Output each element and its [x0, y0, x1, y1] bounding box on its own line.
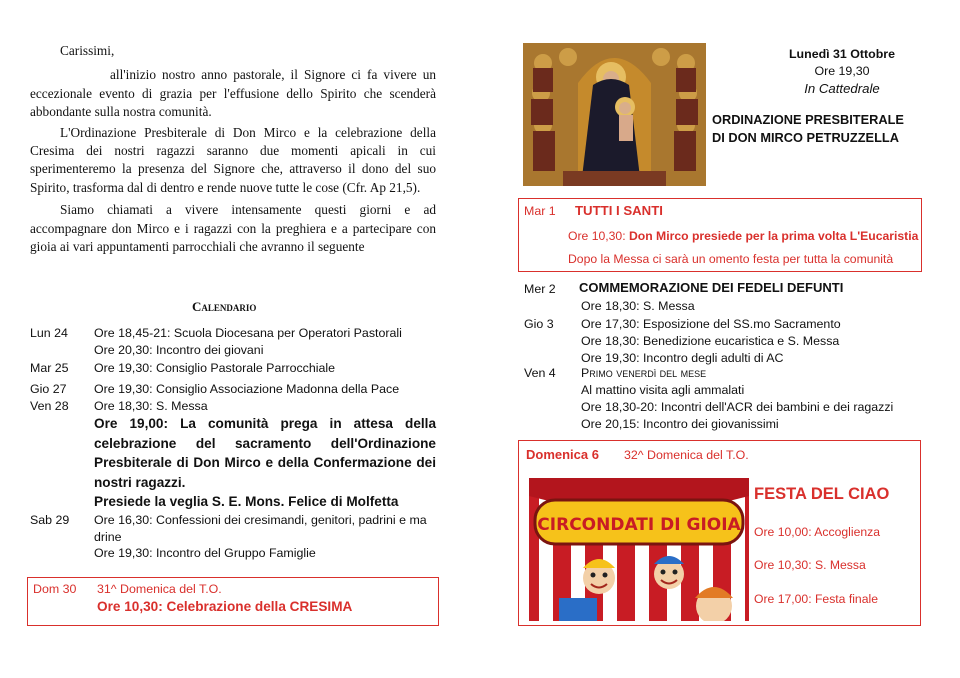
event-line: Ore 18,45-21: Scuola Diocesana per Operatori Pastorali [94, 326, 402, 340]
maesta-painting [523, 43, 706, 186]
event-line: Ore 18,30: Benedizione eucaristica e S. Messa [581, 334, 840, 348]
festa-event-1: Ore 10,00: Accoglienza [754, 525, 881, 539]
ordination-title-2: DI DON MIRCO PETRUZZELLA [712, 130, 899, 145]
veglia-announcement: Ore 19,00: La comunità prega in attesa della celebrazione del sacramento dell'Ordinazione Presbiterale di Don Mirco e della Confermazione dei nostri ragazzi. [94, 416, 436, 490]
dom6-box [518, 440, 921, 626]
event-line: Ore 19,30: Incontro del Gruppo Famiglie [94, 546, 316, 560]
tutti-santi-title: TUTTI I SANTI [575, 203, 663, 218]
day-label: Gio 3 [524, 317, 554, 331]
calendar-row-sab29 [30, 512, 440, 562]
day-label: Sab 29 [30, 513, 70, 527]
ordination-info [712, 46, 932, 147]
calendar-row-gio3 [524, 316, 924, 366]
event-line: Ore 19,30: Consiglio Pastorale Parrocchiale [94, 361, 336, 375]
cresima-event: Ore 10,30: Celebrazione della CRESIMA [97, 599, 353, 614]
intro-paragraph-3: Siamo chiamati a vivere intensamente questi giorni e ad accompagnare don Mirco e i ragazzi con la preghiera e a partecipare con gioia ai vari appuntamenti parrocchiali che avranno il seguente [30, 202, 436, 255]
event-line: Ore 19,30: Incontro degli adulti di AC [581, 351, 784, 365]
day-label: Ven 4 [524, 366, 556, 380]
festa-ciao-title: FESTA DEL CIAO [754, 485, 890, 503]
calendar-row-ven28 [30, 398, 440, 415]
ordination-date: Lunedì 31 Ottobre [788, 47, 896, 61]
day-label: Dom 30 [33, 582, 77, 596]
day-label: Mar 25 [30, 361, 69, 375]
event-time: Ore 10,30: [568, 229, 626, 243]
day-label: Mer 2 [524, 282, 556, 296]
intro-paragraph-2: L'Ordinazione Presbiterale di Don Mirco e la celebrazione della Cresima dei nostri ragazzi saranno due momenti apicali in cui sperimenteremo la presenza del Signore che, attraverso il dono del suo Spirito, trasforma dal di dentro e rende nuove tutte le cose (Cfr. Ap 21,5). [30, 124, 436, 195]
festa-event-3: Ore 17,00: Festa finale [754, 592, 878, 606]
event-line: Ore 20,30: Incontro dei giovani [94, 343, 264, 357]
event-line: Al mattino visita agli ammalati [581, 383, 745, 397]
defunti-title: COMMEMORAZIONE DEI FEDELI DEFUNTI [579, 280, 844, 295]
event-line: Ore 18,30-20: Incontri dell'ACR dei bambini e dei ragazzi [581, 400, 894, 414]
day-label: Domenica 6 [526, 447, 599, 462]
mar1-line-1 [568, 229, 918, 243]
veglia-presider: Presiede la veglia S. E. Mons. Felice di Molfetta [94, 494, 399, 509]
calendar-heading: Calendario [192, 299, 257, 314]
festa-ciao-logo [529, 478, 749, 621]
event-line: Ore 16,30: Confessioni dei cresimandi, genitori, padrini e ma drine [94, 513, 427, 544]
primo-venerdi-title: Primo venerdì del mese [581, 366, 707, 380]
day-label: Gio 27 [30, 382, 67, 396]
calendar-row-lun24 [30, 325, 440, 359]
day-label: Lun 24 [30, 326, 68, 340]
day-label: Mar 1 [524, 204, 556, 218]
calendar-row-ven4 [524, 365, 924, 433]
festa-event-2: Ore 10,30: S. Messa [754, 558, 866, 572]
sunday-title: 31^ Domenica del T.O. [97, 582, 222, 596]
sunday-title: 32^ Domenica del T.O. [624, 448, 749, 462]
event-line: Ore 19,30: Consiglio Associazione Madonna della Pace [94, 382, 400, 396]
event-text: Don Mirco presiede per la prima volta L'Eucaristia [628, 229, 919, 243]
intro-paragraph-1: all'inizio nostro anno pastorale, il Signore ci fa vivere un eccezionale evento di grazia per l'effusione dello Spirito che scenderà abbondante sulla nostra comunità. [30, 67, 436, 120]
ordination-time: Ore 19,30 [814, 64, 870, 78]
logo-lettering: CIRCONDATI DI GIOIA [537, 515, 741, 535]
dom30-box [27, 577, 439, 626]
mar1-box [518, 198, 922, 272]
intro-letter [30, 42, 436, 256]
event-line: Ore 18,30: S. Messa [581, 299, 695, 313]
calendar-row-gio27 [30, 381, 440, 398]
calendar-row-mer2 [524, 281, 924, 315]
circus-logo-svg [529, 478, 749, 621]
event-line: Ore 20,15: Incontro dei giovanissimi [581, 417, 779, 431]
event-line: Ore 18,30: S. Messa [94, 399, 208, 413]
day-label: Ven 28 [30, 399, 69, 413]
calendar-row-mar25 [30, 360, 440, 377]
ordination-place: In Cattedrale [804, 81, 880, 96]
ordination-title-1: ORDINAZIONE PRESBITERALE [712, 112, 904, 127]
event-line: Ore 17,30: Esposizione del SS.mo Sacramento [581, 317, 841, 331]
painting-svg [523, 43, 706, 186]
salutation: Carissimi, [60, 43, 115, 58]
mar1-line-2: Dopo la Messa ci sarà un omento festa per tutta la comunità [568, 252, 894, 266]
